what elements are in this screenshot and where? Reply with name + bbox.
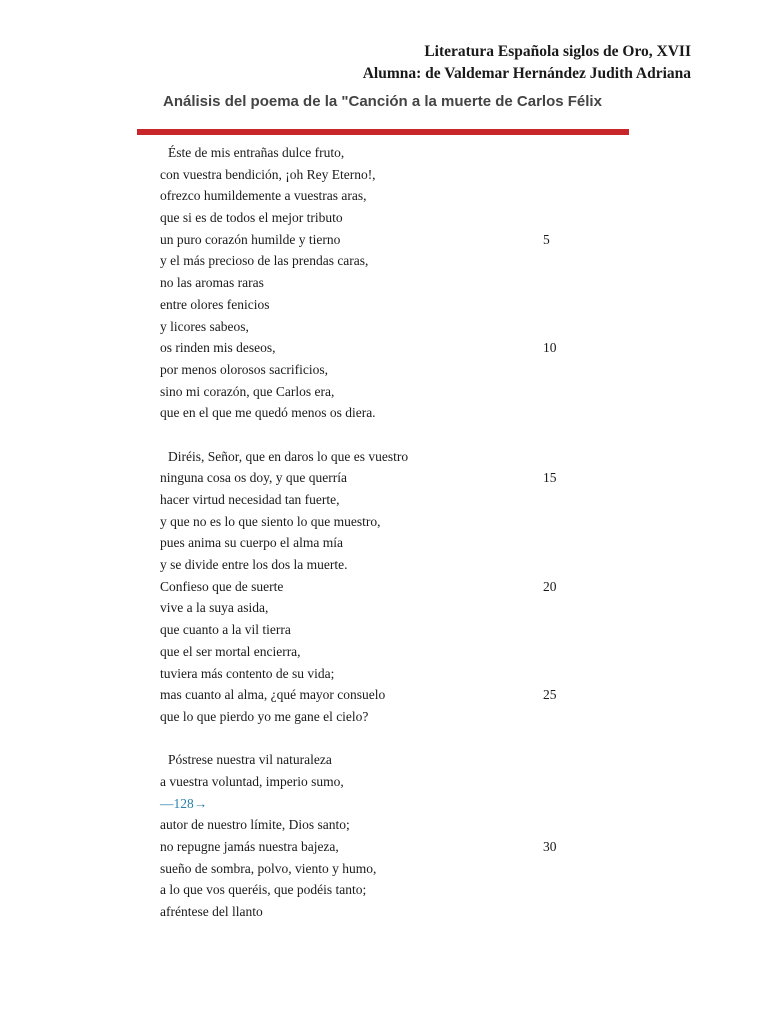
verse-text: y que no es lo que siento lo que muestro, xyxy=(160,513,381,529)
verse-line xyxy=(160,207,580,229)
verse-text: no repugne jamás nuestra bajeza, xyxy=(160,839,339,854)
verse-text: no las aromas raras xyxy=(160,275,264,291)
verse-text: por menos olorosos sacrificios, xyxy=(160,361,328,377)
verse-line xyxy=(160,229,580,251)
verse-text: vive a la suya asida, xyxy=(160,600,269,616)
verse-text: que si es de todos el mejor tributo xyxy=(160,210,343,226)
verse-line xyxy=(160,185,580,207)
verse-line xyxy=(160,663,580,685)
verse-line xyxy=(160,836,580,858)
verse-text: hacer virtud necesidad tan fuerte, xyxy=(160,492,340,507)
verse-text: autor de nuestro límite, Dios santo; xyxy=(160,817,350,833)
verse-text: que lo que pierdo yo me gane el cielo? xyxy=(160,708,369,724)
verse-line xyxy=(160,489,580,511)
line-number: 25 xyxy=(543,687,557,703)
line-number: 15 xyxy=(543,470,557,486)
page-marker: —128→ xyxy=(160,795,208,811)
verse-text: Éste de mis entrañas dulce fruto, xyxy=(168,145,345,160)
verse-text: entre olores fenicios xyxy=(160,296,270,312)
verse-line xyxy=(160,359,580,381)
verse-text: pues anima su cuerpo el alma mía xyxy=(160,535,343,551)
verse-text: Confieso que de suerte xyxy=(160,578,284,594)
verse-line xyxy=(160,316,580,338)
verse-text: sueño de sombra, polvo, viento y humo, xyxy=(160,860,377,876)
verse-text: y licores sabeos, xyxy=(160,318,249,334)
verse-line xyxy=(160,619,580,641)
verse-line xyxy=(160,858,580,880)
verse-text: sino mi corazón, que Carlos era, xyxy=(160,383,335,399)
verse-text: un puro corazón humilde y tierno xyxy=(160,231,341,247)
student-name: Alumna: de Valdemar Hernández Judith Adriana xyxy=(362,65,691,82)
verse-line xyxy=(160,250,580,272)
verse-text: que cuanto a la vil tierra xyxy=(160,622,291,638)
verse-text: y se divide entre los dos la muerte. xyxy=(160,557,348,573)
verse-line xyxy=(160,446,580,468)
verse-line xyxy=(160,554,580,576)
line-number: 5 xyxy=(543,231,550,247)
verse-text: con vuestra bendición, ¡oh Rey Eterno!, xyxy=(160,166,376,182)
verse-line xyxy=(160,294,580,316)
verse-text: que el ser mortal encierra, xyxy=(160,643,301,659)
verse-line xyxy=(160,576,580,598)
stanza xyxy=(160,749,580,923)
course-title: Literatura Española siglos de Oro, XVII xyxy=(424,43,691,60)
poem-body xyxy=(160,142,580,923)
verse-line xyxy=(160,142,580,164)
verse-text: y el más precioso de las prendas caras, xyxy=(160,253,369,269)
page-marker-line xyxy=(160,793,580,815)
verse-line xyxy=(160,879,580,901)
line-number: 10 xyxy=(543,340,557,356)
verse-line xyxy=(160,597,580,619)
verse-text: ofrezco humildemente a vuestras aras, xyxy=(160,188,367,204)
verse-text: afréntese del llanto xyxy=(160,904,263,920)
verse-line xyxy=(160,164,580,186)
verse-line xyxy=(160,337,580,359)
verse-line xyxy=(160,402,580,424)
verse-text: Diréis, Señor, que en daros lo que es vuestro xyxy=(168,448,409,464)
red-divider xyxy=(137,129,629,135)
verse-line xyxy=(160,901,580,923)
line-number: 20 xyxy=(543,578,557,594)
verse-line xyxy=(160,467,580,489)
verse-text: ninguna cosa os doy, y que querría xyxy=(160,470,347,486)
verse-line xyxy=(160,532,580,554)
document-title: Análisis del poema de la "Canción a la muerte de Carlos Félix xyxy=(163,93,602,110)
verse-text: que en el que me quedó menos os diera. xyxy=(160,405,376,421)
verse-text: a lo que vos queréis, que podéis tanto; xyxy=(160,882,367,898)
verse-line xyxy=(160,706,580,728)
verse-line xyxy=(160,381,580,403)
verse-text: mas cuanto al alma, ¿qué mayor consuelo xyxy=(160,687,386,703)
verse-text: os rinden mis deseos, xyxy=(160,340,276,356)
verse-line xyxy=(160,814,580,836)
verse-line xyxy=(160,771,580,793)
verse-text: a vuestra voluntad, imperio sumo, xyxy=(160,773,344,789)
verse-line xyxy=(160,749,580,771)
stanza xyxy=(160,142,580,424)
verse-text: Póstrese nuestra vil naturaleza xyxy=(168,752,332,768)
verse-text: tuviera más contento de su vida; xyxy=(160,665,335,681)
stanza xyxy=(160,446,580,728)
verse-line xyxy=(160,511,580,533)
verse-line xyxy=(160,684,580,706)
verse-line xyxy=(160,641,580,663)
line-number: 30 xyxy=(543,839,557,854)
verse-line xyxy=(160,272,580,294)
